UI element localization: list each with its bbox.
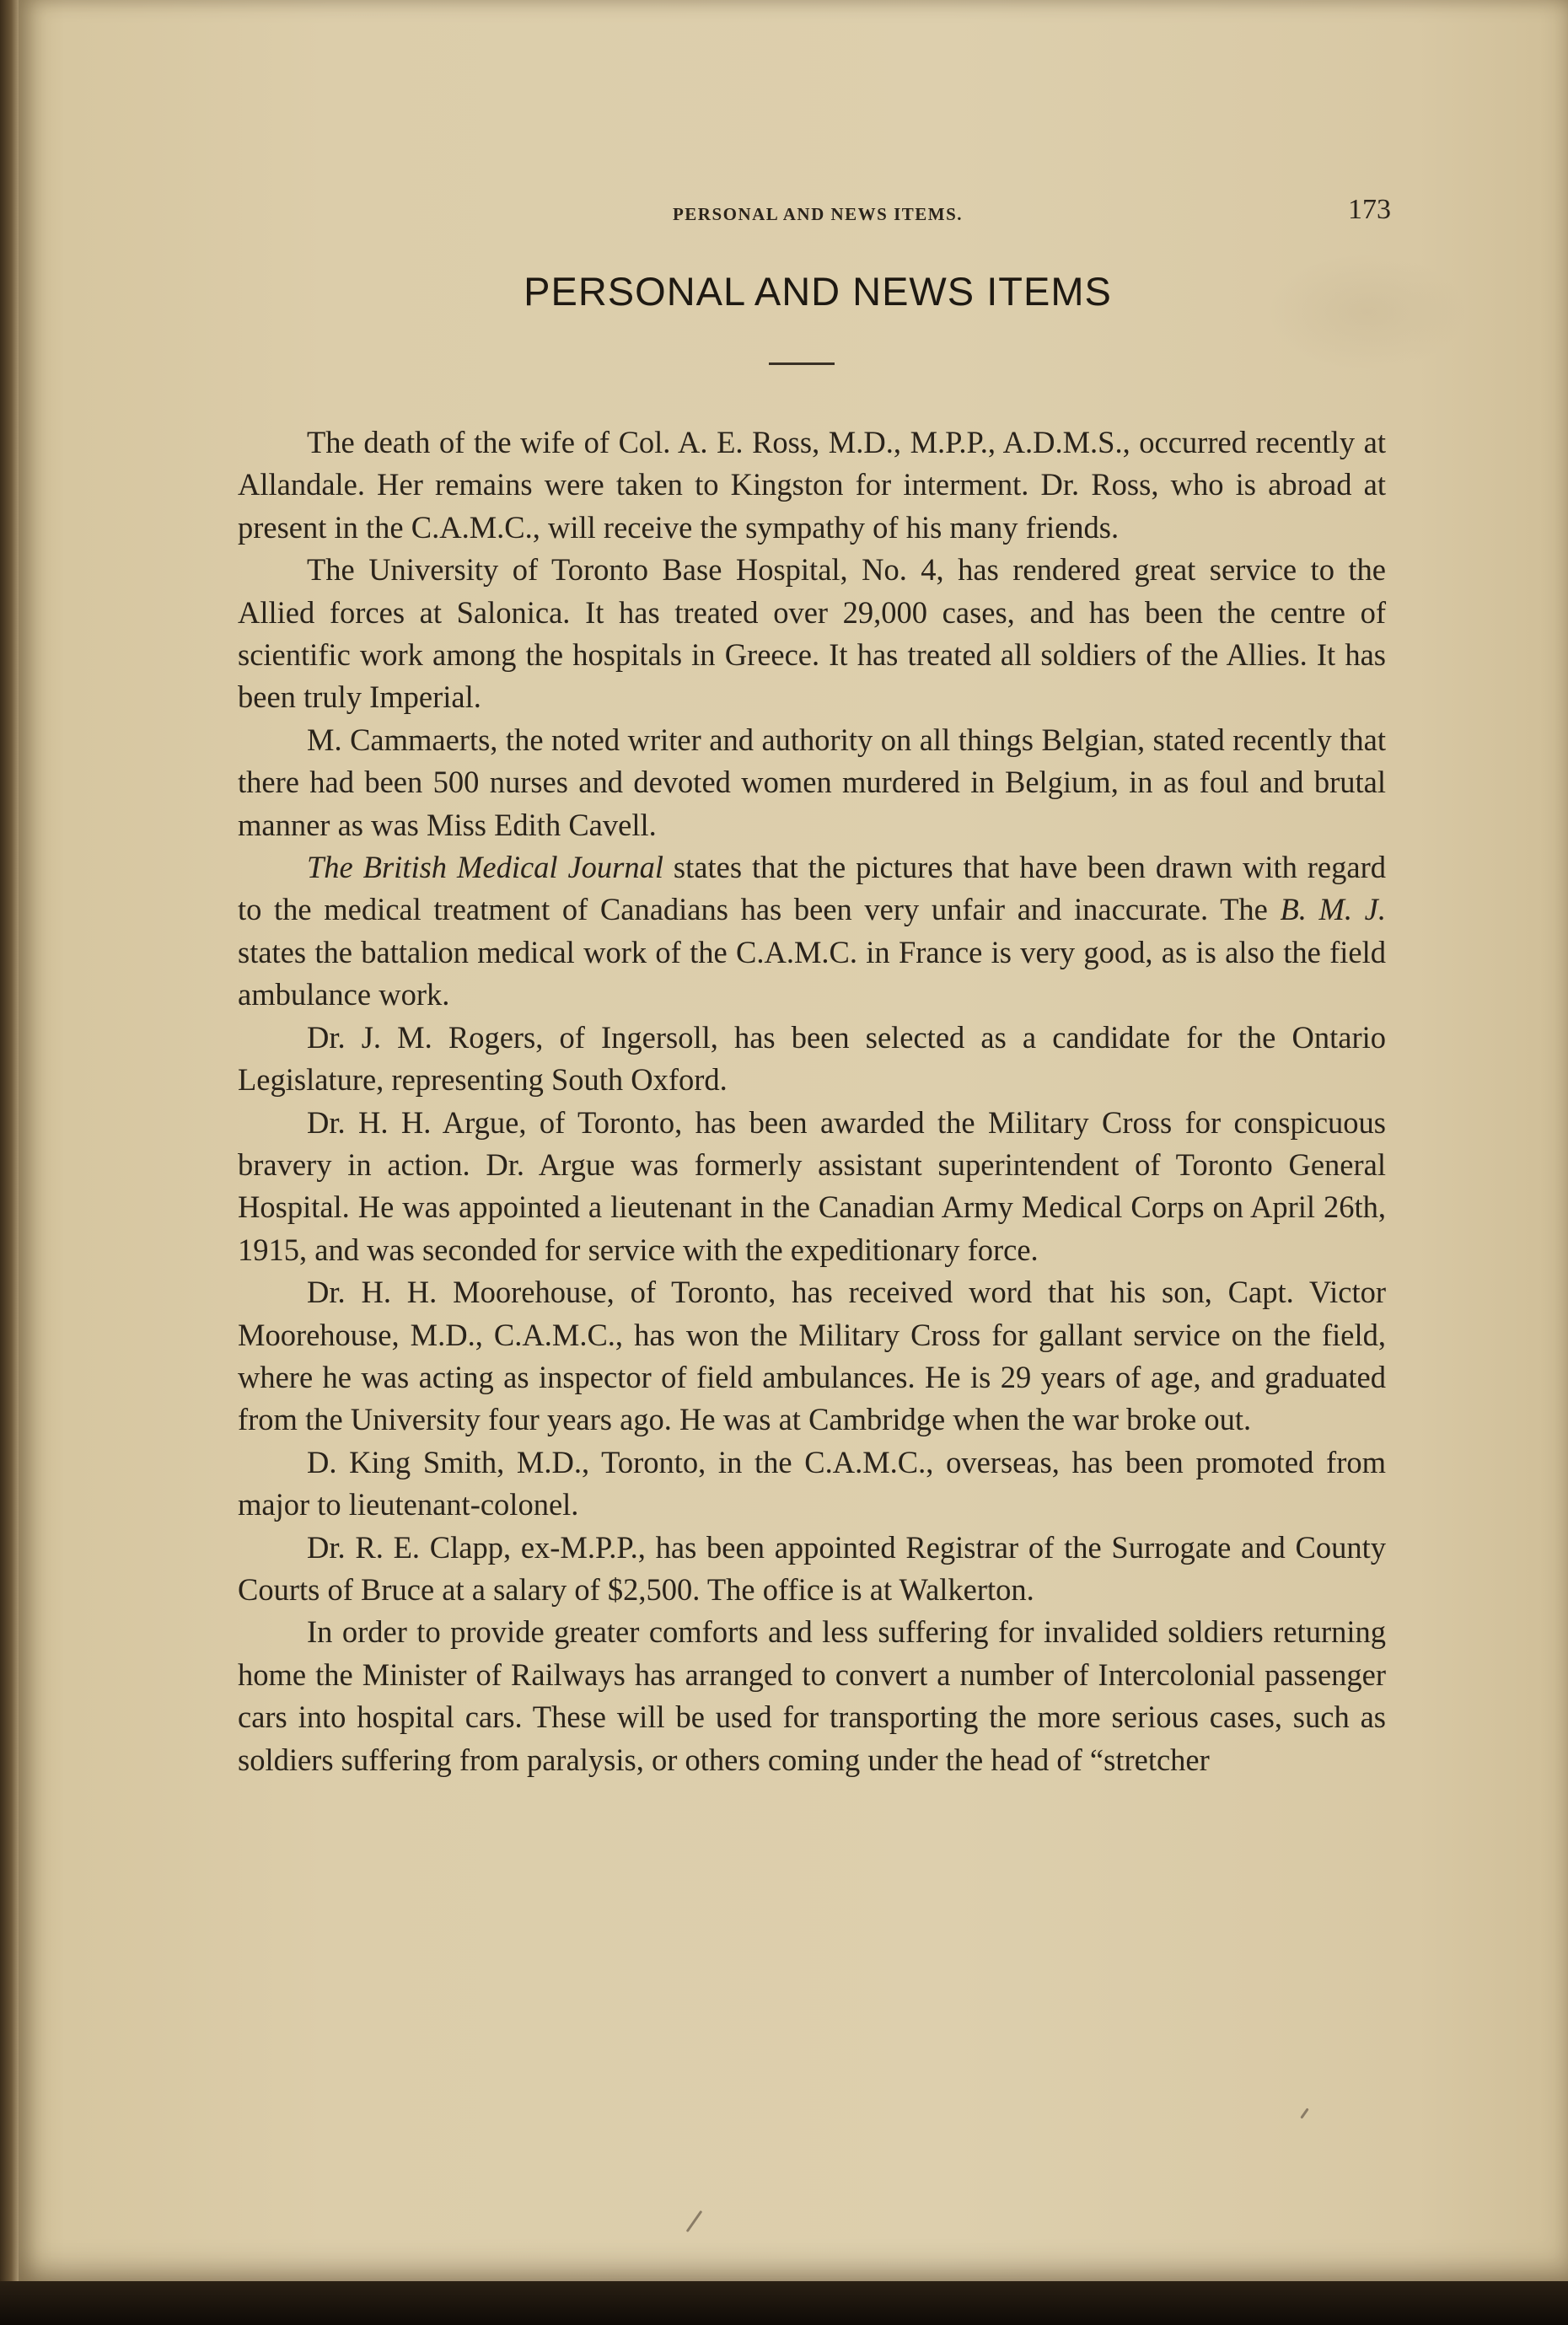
news-item-ross-death: The death of the wife of Col. A. E. Ross, M.D., M.P.P., A.D.M.S., occurred recently at Allandale. Her remains were taken to Kingston for interment. Dr. Ross, who is abroad at present in the C.A.M.C., will receive the sympathy of his many friends. <box>238 425 1386 545</box>
bmj-text-a: states that the pictures that have been drawn with regard to the medical treatment of Canadians has been very unfair and inaccurate. The <box>238 850 1386 927</box>
running-head <box>244 194 1391 234</box>
news-item-base-hospital: The University of Toronto Base Hospital, No. 4, has rendered great service to the Allied forces at Salonica. It has treated over 29,000 cases, and has been the centre of scientific work among the hospitals in Greece. It has treated all soldiers of the Allies. It has been truly Imperial. <box>238 552 1386 715</box>
section-title: PERSONAL AND NEWS ITEMS <box>524 269 1112 314</box>
running-head-title: PERSONAL AND NEWS ITEMS. <box>672 204 964 224</box>
page-number: 173 <box>1348 194 1391 225</box>
article-body <box>238 422 1386 1781</box>
news-item-argue: Dr. H. H. Argue, of Toronto, has been awarded the Military Cross for conspicuous bravery in action. Dr. Argue was formerly assistant superintendent of Toronto General Hospital. He was appointed a lieutenant in the Canadian Army Medical Corps on April 26th, 1915, and was seconded for service with the expeditionary force. <box>238 1104 1386 1267</box>
news-item-cammaerts: M. Cammaerts, the noted writer and authority on all things Belgian, stated recently that there had been 500 nurses and devoted women murdered in Belgium, in as foul and brutal manner as was Miss Edith Cavell. <box>238 722 1386 842</box>
journal-abbrev: B. M. J. <box>1280 892 1386 927</box>
news-item-moorehouse: Dr. H. H. Moorehouse, of Toronto, has received word that his son, Capt. Victor Moorehouse, M.D., C.A.M.C., has won the Military Cross for gallant service on the field, where he was acting as inspector of field ambulances. He is 29 years of age, and graduated from the University four years ago. He was at Cambridge when the war broke out. <box>238 1275 1386 1437</box>
news-item-rogers: Dr. J. M. Rogers, of Ingersoll, has been selected as a candidate for the Ontario Legislature, representing South Oxford. <box>238 1019 1386 1098</box>
journal-title: The British Medical Journal <box>307 850 664 885</box>
page-bottom-shadow <box>0 2281 1568 2325</box>
news-item-bmj <box>238 846 1386 1017</box>
news-item-king-smith: D. King Smith, M.D., Toronto, in the C.A.M.C., overseas, has been promoted from major to lieutenant-colonel. <box>238 1444 1386 1522</box>
title-rule <box>769 362 835 365</box>
bmj-text-b: states the battalion medical work of the C.A.M.C. in France is very good, as is also the field ambulance work. <box>238 934 1386 1012</box>
news-item-clapp: Dr. R. E. Clapp, ex-M.P.P., has been appointed Registrar of the Surrogate and County Courts of Bruce at a salary of $2,500. The office is at Walkerton. <box>238 1529 1386 1607</box>
page-gutter <box>0 0 19 2325</box>
news-item-hospital-cars: In order to provide greater comforts and less suffering for invalided soldiers returning home the Minister of Railways has arranged to convert a number of Intercolonial passenger cars into hospital cars. These will be used for transporting the more serious cases, such as soldiers suffering from paralysis, or others coming under the head of “stretcher <box>238 1614 1386 1777</box>
